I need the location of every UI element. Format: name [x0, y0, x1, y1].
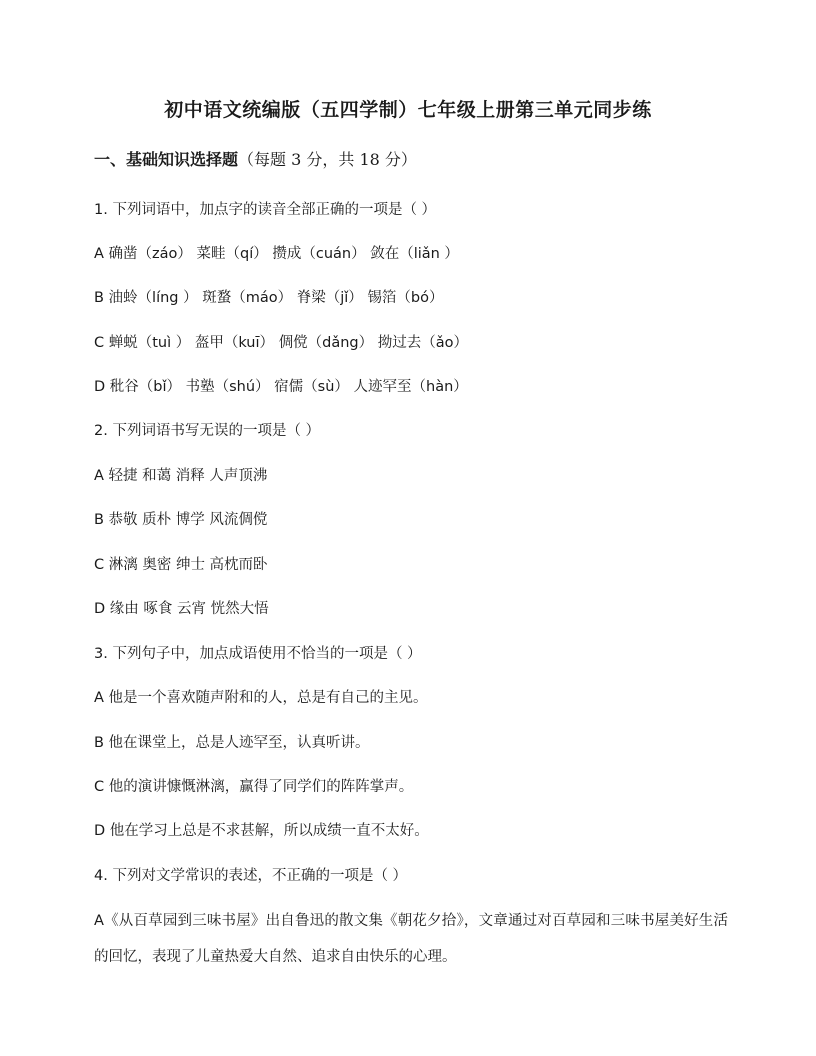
question-2-option-c: C 淋漓 奥密 绅士 高枕而卧 — [94, 557, 268, 573]
question-3-option-c: C 他的演讲慷慨淋漓，赢得了同学们的阵阵掌声。 — [94, 779, 414, 795]
section-heading — [94, 147, 417, 173]
question-1-option-a: A 确凿（záo） 菜畦（qí） 攒成（cuán） 敛在（liǎn ） — [94, 246, 459, 262]
question-4-stem: 4. 下列对文学常识的表述，不正确的一项是（ ） — [94, 868, 408, 884]
question-4-option-a: A《从百草园到三味书屋》出自鲁迅的散文集《朝花夕拾》，文章通过对百草园和三味书屋美好生活的回忆，表现了儿童热爱大自然、追求自由快乐的心理。 — [94, 913, 728, 965]
section-heading-suffix: （每题 3 分，共 18 分） — [238, 150, 417, 169]
question-2-stem: 2. 下列词语书写无误的一项是（ ） — [94, 423, 321, 439]
question-3-stem: 3. 下列句子中，加点成语使用不恰当的一项是（ ） — [94, 646, 422, 662]
question-3-option-d: D 他在学习上总是不求甚解，所以成绩一直不太好。 — [94, 823, 429, 839]
question-1-option-d: D 秕谷（bǐ） 书塾（shú） 宿儒（sù） 人迹罕至（hàn） — [94, 379, 468, 395]
document-title: 初中语文统编版（五四学制）七年级上册第三单元同步练 — [164, 99, 652, 121]
question-3-option-a: A 他是一个喜欢随声附和的人，总是有自己的主见。 — [94, 690, 428, 706]
section-heading-prefix: 一、基础知识选择题 — [94, 150, 239, 169]
question-3-option-b: B 他在课堂上，总是人迹罕至，认真听讲。 — [94, 735, 370, 751]
question-1-stem: 1. 下列词语中，加点字的读音全部正确的一项是（ ） — [94, 202, 437, 218]
question-2-option-b: B 恭敬 质朴 博学 风流倜傥 — [94, 512, 268, 528]
question-1-option-b: B 油蛉（líng ） 斑蝥（máo） 脊梁（jǐ） 锡箔（bó） — [94, 290, 444, 306]
question-2-option-a: A 轻捷 和蔼 消释 人声顶沸 — [94, 468, 268, 484]
question-1-option-c: C 蝉蜕（tuì ） 盔甲（kuī） 倜傥（dǎng） 拗过去（ǎo） — [94, 335, 468, 351]
question-2-option-d: D 缘由 啄食 云宵 恍然大悟 — [94, 601, 269, 617]
